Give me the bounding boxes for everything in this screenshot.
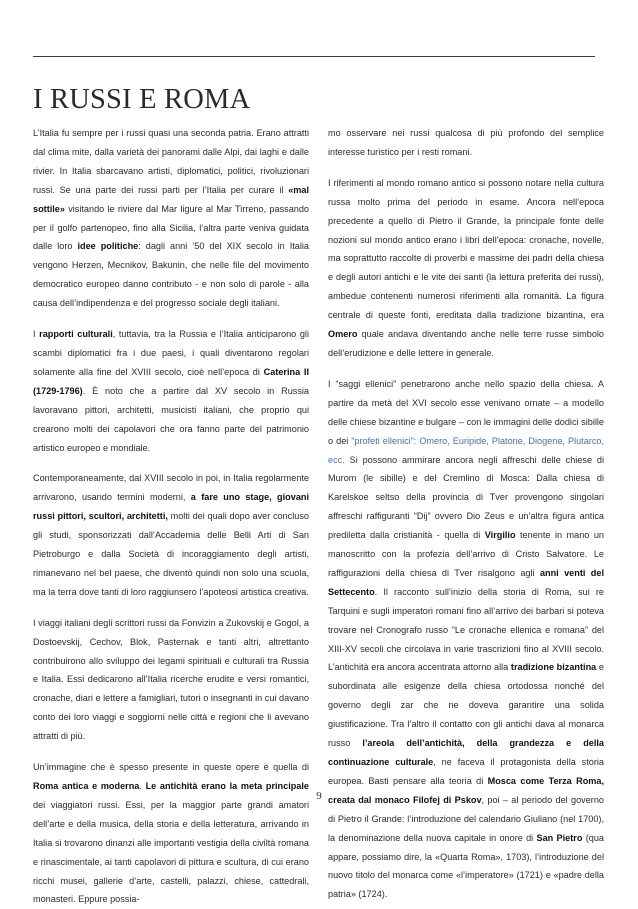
paragraph [328, 124, 604, 162]
bold-text: rapporti culturali [39, 329, 113, 340]
paragraph [328, 174, 604, 363]
text-run: e subordinata alle esigenze della chiesa ortodossa nonché del governo degli zar che ne doveva garantire una solida giustificazione. Tra l’altro il contatto con gli antichi dava al monarca russo [328, 662, 604, 749]
text-run: tenente in mano un manoscritto con la profezia dell’arrivo di Cristo Salvatore. Le raffigurazioni della chiesa di Tver risalgono agli [328, 530, 604, 578]
paragraph [33, 124, 309, 313]
highlighted-text: “profeti ellenici”: Omero, Euripide, Platone, Diogene, Plutarco, ecc. [328, 435, 604, 465]
text-run: . È noto che a partire dal XV secolo in Russia lavoravano pittori, architetti, musicisti italiani, che proprio qui crearono molti dei capolavori che ora fanno parte del patrimonio artistico europeo e mondiale. [33, 385, 309, 453]
text-run: . [139, 781, 146, 791]
paragraph [33, 325, 309, 457]
text-run: Un’immagine che è spesso presente in queste opere è quella di [33, 762, 309, 773]
paragraph [328, 375, 604, 904]
bold-text: Caterina II (1729-1796) [33, 366, 309, 396]
bold-text: tradizione bizantina [510, 662, 597, 673]
paragraph [33, 758, 309, 909]
bold-text: idee politiche [77, 241, 139, 252]
text-run: I riferimenti al mondo romano antico si possono notare nella cultura russa molto prima del periodo in esame. Ancora nell’epoca precedente a quello di Pietro il Grande, la principale fonte delle nozioni sul mondo antico erano i libri dell’epoca: cronache, novelle, ma soprattutto raccolte di proverbi e massime dei padri della chiesa e degli autori antichi e le vite dei santi (la lettura preferita dei russi), ambedue contenenti numerosi riferimenti alla romanità. La figura centrale di queste fonti, ereditata dalla tradizione bizantina, era [328, 177, 604, 321]
bold-text: Roma antica e moderna [33, 781, 140, 791]
text-run: (qua appare, possiamo dire, la «Quarta Roma», 1703), l’introduzione del nuovo titolo del monarca come «l’imperatore» (1721) e «padre della patria» (1724). [328, 832, 604, 900]
text-run: I viaggi italiani degli scrittori russi da Fonvizin a Zukovskij e Gogol, a Dostoevskij, Cechov, Blok, Pasternak e tanti altri, altrettanto contribuirono allo sviluppo dei legami spirituali e culturali tra Russia e Italia. Essi dedicarono all’Italia ricerche erudite e versi romantici, cronache, diari e lettere a famigliari, tutori o insegnanti in cui davano conto dei loro viaggi e soggiorni nelle città e regioni che li avevano attratti di più. [33, 617, 309, 742]
right-column [328, 124, 604, 904]
paragraph [33, 469, 309, 601]
text-run: quale andava diventando anche nelle terre russe simbolo dell’erudizione e delle lettere in generale. [328, 329, 604, 358]
bold-text: a fare uno stage, giovani russi pittori, scultori, architetti, [33, 492, 309, 522]
bold-text: Le antichità erano la meta principale [145, 781, 309, 791]
text-run: I “saggi ellenici” penetrarono anche nello spazio della chiesa. A partire da metà del XVI secolo esse venivano ornate – a modello delle chiese bizantine e bulgare – con le immagini delle dodici sibille o dei [328, 378, 604, 446]
bold-text: Mosca come Terza Roma, creata dal monaco Filofej di Pskov [328, 775, 604, 805]
text-run: I [33, 329, 40, 340]
bold-text: San Pietro [536, 832, 583, 843]
bold-text: Omero [328, 329, 358, 340]
text-run: . Il racconto sull’inizio della storia di Roma, sui re Tarquini e sugli imperatori romani fino all’arrivo dei barbari si poteva trovare nel Cronografo russo “Le cronache ellenica e romana” del XIII-XV secoli che circolava in varie trascrizioni fino al XVIII secolo. L’antichità era ancora accentrata attorno alla [328, 586, 604, 673]
text-run: molti dei quali dopo aver concluso gli studi, sponsorizzati dall’Accademia delle Belli Arti di San Pietroburgo e dalla Società di incoraggiamento degli artisti, rimanevano nel bel paese, che diventò quindi non solo una scuola, ma la terra dove tanti di loro raggiunsero l’apoteosi artistica creativa. [33, 511, 309, 597]
text-run: dei viaggiatori russi. Essi, per la maggior parte grandi amatori dell’arte e della musica, della storia e della letteratura, arrivando in Italia si trovarono dinanzi alle importanti vestigia della civiltà romana e rinascimentale, ai tanti capolavori di pittura e scultura, di cui erano ricchi musei, gallerie d’arte, castelli, palazzi, chiese, cattedrali, monasteri. Eppure possia- [33, 799, 309, 905]
text-run: , ne faceva il protagonista della storia europea. Basti pensare alla teoria di [328, 757, 604, 786]
text-run: : dagli anni ’50 del XIX secolo in Italia vengono Herzen, Mecnikov, Bakunin, che nelle file del movimento democratico europeo danno contributo - e non solo di parole - alla causa dell’indipendenza e del progresso sociale degli italiani. [33, 241, 309, 309]
text-run: Contemporaneamente, dal XVIII secolo in poi, in Italia regolarmente arrivarono, usando termini moderni, [33, 473, 309, 503]
top-rule [33, 56, 595, 57]
bold-text: Virgilio [484, 530, 516, 541]
text-run: Si possono ammirare ancora negli affreschi delle chiese di Murom (le sibille) e del Cremlino di Mosca: Dalla chiesa di Karelskoe seltso della provincia di Tver provengono singolari affreschi raffiguranti “Dij” ovvero Dio Zeus e un’altra figura antica prediletta dalla cristianità - quella di [328, 454, 604, 541]
page-title: I RUSSI E ROMA [33, 84, 251, 115]
text-run: , poi – al periodo del governo di Pietro il Grande: l’introduzione del calendario Giuliano (nel 1700), la denominazione della nuova capitale in onore di [328, 794, 604, 843]
text-run: L’Italia fu sempre per i russi quasi una seconda patria. Erano attratti dal clima mite, dalla varietà dei panorami dalle Alpi, dai laghi e dalle rivier. In Italia sbarcavano artisti, diplomatici, politici, rivoluzionari russi. Se una parte dei russi parti per l’Italia per curare il [33, 128, 309, 195]
paragraph [33, 614, 309, 746]
bold-text: l’areola dell’antichità, della grandezza e della continuazione culturale [328, 738, 604, 767]
bold-text: anni venti del Settecento [328, 567, 604, 597]
text-run: mo osservare nei russi qualcosa di più profondo del semplice interesse turistico per i resti romani. [328, 128, 604, 157]
bold-text: «mal sottile» [33, 184, 309, 214]
text-run: visitando le riviere dal Mar ligure al Mar Tirreno, passando per il golfo partenopeo, fino alla Sicilia, l’altra parte veniva guidata dalle loro [33, 203, 309, 252]
text-run: , tuttavia, tra la Russia e l’Italia anticiparono gli scambi diplomatici fra i due paesi, i quali diventarono regolari solamente alla fine del XVIII secolo, cioè nell’epoca di [33, 329, 309, 377]
page-number: 9 [316, 790, 322, 802]
